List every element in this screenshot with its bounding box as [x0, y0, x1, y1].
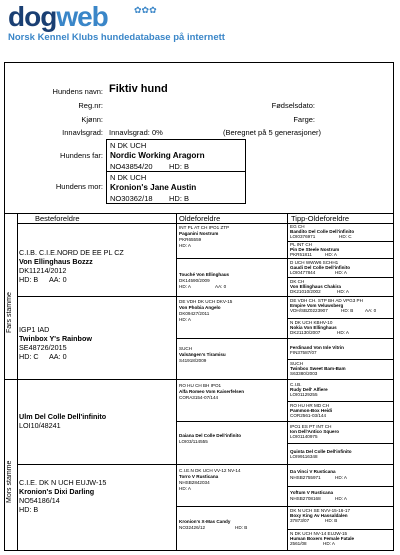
t1a-titles: EG CH [290, 224, 305, 229]
paw-prints-icon: ✿✿✿ [134, 5, 157, 15]
sex-label: Kjønn: [81, 115, 103, 124]
t4b-name[interactable]: Twinbox Sweet Bam-Bam [290, 366, 346, 371]
father-box[interactable] [106, 139, 246, 172]
gp-divider-3 [17, 464, 287, 465]
gp2-reg: SE48726/2015 [19, 343, 67, 352]
t7b-name[interactable]: Yoftum V Rusticana [290, 490, 334, 495]
t7b-hd: HD: A [335, 496, 347, 501]
dog-name: Fiktiv hund [109, 83, 168, 95]
gp-divider-1 [17, 296, 287, 297]
t3a-titles: DE VDH CH. STP BH AD VPG3 PH [290, 298, 363, 303]
t7a-hd: HD: A [335, 475, 347, 480]
tipp-divider [287, 213, 288, 551]
t2b-name[interactable]: Von Ellinghaus Chakira [290, 284, 341, 289]
t-divider-11 [287, 443, 394, 444]
t6a-titles: IPO1 ES PT INT CH [290, 424, 332, 429]
t1b-reg: PKR51811 [290, 252, 312, 257]
side-label-fars: Fars stamme [6, 292, 13, 333]
t4a-name[interactable]: Ferdinand Von Inle Vitrin [290, 345, 344, 350]
birthdate-label: Fødselsdato: [271, 101, 315, 110]
logo-dog-text: dog [8, 1, 57, 32]
o2-hd: HD: A [179, 284, 191, 289]
t5a-reg: LOI01129255 [290, 392, 318, 397]
t3b-titles: N DK UCH KBHV-10 [290, 320, 333, 325]
gp2-name[interactable]: Twinbox Y's Rainbow [19, 334, 92, 343]
o8-hd: HD: B [235, 525, 248, 530]
t3b-name[interactable]: Nokia Von Ellinghaus [290, 325, 337, 330]
o-divider-7 [176, 506, 287, 507]
oldeforeldre-divider [176, 213, 177, 551]
pedigree-document [4, 62, 394, 551]
dogweb-logo[interactable] [8, 2, 108, 32]
t8a-name[interactable]: Boxy King Av Hassaldalen [290, 513, 348, 518]
fars-mors-divider [5, 379, 393, 380]
t-divider-14 [287, 506, 394, 507]
mother-reg: NO30362/18 [110, 194, 153, 203]
o7-titles: C.I.E.N DK UCH VV-12 NV-14 [179, 468, 241, 473]
t3a-name[interactable]: Empire Vom Veluwsberg [290, 303, 344, 308]
o3-name[interactable]: Von Phobia Angelo [179, 305, 221, 310]
t-divider-3 [287, 277, 394, 278]
t7b-reg: NHSB2708168 [290, 496, 321, 501]
t2a-reg: LOI0477844 [290, 270, 316, 275]
o3-hd: HD: A [179, 317, 191, 322]
t-divider-9 [287, 401, 394, 402]
o1-reg: PKR65559 [179, 237, 202, 242]
o1-name[interactable]: Paganini Nostrum [179, 231, 219, 236]
t3a-hd: HD: B [341, 308, 354, 313]
gp4-reg: NO54186/14 [19, 496, 60, 505]
t6b-reg: LOI99116348 [290, 454, 318, 459]
inbreeding-label: Innavlsgrad: [62, 128, 103, 137]
gp3-reg: LOI10/48241 [19, 421, 61, 430]
t3b-reg: DK21130/2007 [290, 330, 321, 335]
t-divider-5 [287, 318, 394, 319]
col-header-oldeforeldre: Oldeforeldre [179, 214, 221, 223]
pedigree-header-rule [17, 223, 393, 224]
gp2-hd: HD: C [19, 352, 39, 361]
t8b-reg: 2561/08 [290, 541, 307, 546]
t-divider-7 [287, 359, 394, 360]
o1-hd: HD: A [179, 243, 191, 248]
o-divider-3 [176, 338, 287, 339]
o5-reg: CORA3154-07/144 [179, 395, 219, 400]
t-divider-6 [287, 338, 394, 339]
t1a-reg: LOI0376971 [290, 234, 316, 239]
t8a-hd: HD: B [325, 518, 338, 523]
t-divider-10 [287, 421, 394, 422]
regnr-label: Reg.nr: [78, 101, 103, 110]
t4b-reg: S63380/2003 [290, 371, 318, 376]
t2a-name[interactable]: Gaudi Del Colle Dell'infinito [290, 265, 351, 270]
father-label: Hundens far: [60, 151, 103, 160]
mother-hd: HD: B [169, 194, 190, 203]
o2-aa: AA: 0 [215, 284, 227, 289]
t-divider-15 [287, 529, 394, 530]
t8a-titles: DK N UCH SE NVV-15-16-17 [290, 508, 350, 513]
col-header-tippoldeforeldre: Tipp-Oldeforeldre [291, 214, 350, 223]
mother-box[interactable] [106, 171, 246, 204]
name-label: Hundens navn: [52, 87, 103, 96]
inbreeding-note: (Beregnet på 5 generasjoner) [223, 128, 321, 137]
t1b-hd: HD: A [325, 252, 337, 257]
t5a-name[interactable]: Rudy Dell' Alfiere [290, 387, 328, 392]
t-divider-2 [287, 258, 394, 259]
o6-name[interactable]: Daiana Del Colle Dell'infinito [179, 433, 242, 438]
t5b-name[interactable]: Pammon-Box Heidi [290, 408, 333, 413]
o2-name[interactable]: Touché Von Ellinghaus [179, 272, 230, 277]
t3a-aa: AA: 0 [365, 308, 377, 313]
o7-hd: HD: A [179, 486, 191, 491]
o1-titles: INT PL AT CH IPO1 ZTP [179, 225, 230, 230]
o8-name[interactable]: Kronion's X-Mas Candy [179, 519, 231, 524]
father-titles: N DK UCH [110, 141, 147, 150]
t4a-reg: FIN37587/07 [290, 350, 317, 355]
o7-reg: NHSB2842034 [179, 480, 210, 485]
t2a-hd: HD: A [335, 270, 347, 275]
t4b-titles: SUCH [290, 361, 304, 366]
o-divider-5 [176, 421, 287, 422]
gp1-hd: HD: B [19, 275, 39, 284]
t6b-name[interactable]: Quinta Del Colle Dell'infinito [290, 449, 352, 454]
o3-reg: DK09427/2011 [179, 311, 210, 316]
father-name: Nordic Working Aragorn [110, 151, 205, 160]
site-subtitle: Norsk Kennel Klubs hundedatabase på internett [8, 32, 225, 43]
gp1-reg: DK11214/2012 [19, 266, 67, 275]
mother-label: Hundens mor: [55, 182, 103, 191]
logo-web-text: web [56, 1, 108, 32]
t1a-hd: HD: C [339, 234, 352, 239]
t5b-reg: COR2561-03/144 [290, 413, 327, 418]
t5a-titles: C.I.B. [290, 382, 302, 387]
t1b-name[interactable]: Pin De Steele Nostrum [290, 247, 340, 252]
gp1-titles: C.I.B. C.I.E.NORD DE EE PL CZ [19, 248, 124, 257]
o3-titles: DE VDH DK UCH DKV-15 [179, 299, 233, 304]
o7-name[interactable]: Torro V Rusticana [179, 474, 219, 479]
t3a-reg: VDH/SBZ0223907 [290, 308, 328, 313]
father-hd: HD: B [169, 162, 190, 171]
o4-name[interactable]: Valsängen's Tiramisu [179, 352, 226, 357]
gp2-aa: AA: 0 [49, 352, 67, 361]
color-label: Farge: [293, 115, 315, 124]
t-divider-13 [287, 486, 394, 487]
col-header-besteforeldre: Besteforeldre [35, 214, 80, 223]
t7a-reg: NHSB2755971 [290, 475, 321, 480]
t-divider-4 [287, 296, 394, 297]
o5-titles: RO HU CH BH IPO1 [179, 383, 222, 388]
side-label-mors: Mors stamme [6, 460, 13, 503]
o6-reg: LOI03/114555 [179, 439, 208, 444]
gp1-aa: AA: 0 [49, 275, 67, 284]
t7a-name[interactable]: Da Vinci V Rusticana [290, 469, 336, 474]
t8b-hd: HD: A [323, 541, 335, 546]
gp4-hd: HD: B [19, 505, 39, 514]
mother-titles: N DK UCH [110, 173, 147, 182]
o8-reg: NO32426/12 [179, 525, 206, 530]
t6a-reg: LOI01140975 [290, 434, 318, 439]
t8a-reg: 37873/07 [290, 518, 310, 523]
t5b-titles: RO HU HR MD CH [290, 403, 330, 408]
gp1-name[interactable]: Von Ellinghaus Bozzz [19, 257, 93, 266]
gp4-name[interactable]: Kronion's Dixi Darling [19, 487, 95, 496]
t2b-titles: DK CH [290, 279, 305, 284]
t1a-name[interactable]: Bandito Del Colle Dell'infinito [290, 229, 355, 234]
mother-name: Kronion's Jane Austin [110, 183, 197, 192]
t6a-name[interactable]: Ion Dell'Antico Squero [290, 429, 340, 434]
gp3-name[interactable]: Ulm Del Colle Dell'infinito [19, 412, 107, 421]
t-divider-12 [287, 464, 394, 465]
side-column-divider [17, 213, 18, 551]
o-divider-1 [176, 258, 287, 259]
t2b-hd: HD: A [337, 289, 349, 294]
father-reg: NO43854/20 [110, 162, 153, 171]
o5-name[interactable]: Alfa Romeo Vom Kaiserfelsen [179, 389, 245, 394]
t1b-titles: PL INT CH [290, 242, 312, 247]
site-header [8, 2, 398, 46]
o4-reg: S41918/2009 [179, 358, 207, 363]
t3b-hd: HD: A [337, 330, 349, 335]
t2a-titles: D UCH WWW6 SCHH1 [290, 260, 339, 265]
gp4-titles: C.I.E. DK N UCH EUJW-15 [19, 478, 107, 487]
gp2-titles: IGP1 IAD [19, 325, 50, 334]
o4-titles: SUCH [179, 346, 193, 351]
o2-reg: DK14590/2009 [179, 278, 210, 283]
t8b-titles: N DK UCH NV-14 EUJW-15 [290, 531, 348, 536]
t2b-reg: DK21010/2002 [290, 289, 321, 294]
inbreeding-value: Innavlsgrad: 0% [109, 128, 163, 137]
t8b-name[interactable]: Human Boxers Female Fatale [290, 536, 355, 541]
